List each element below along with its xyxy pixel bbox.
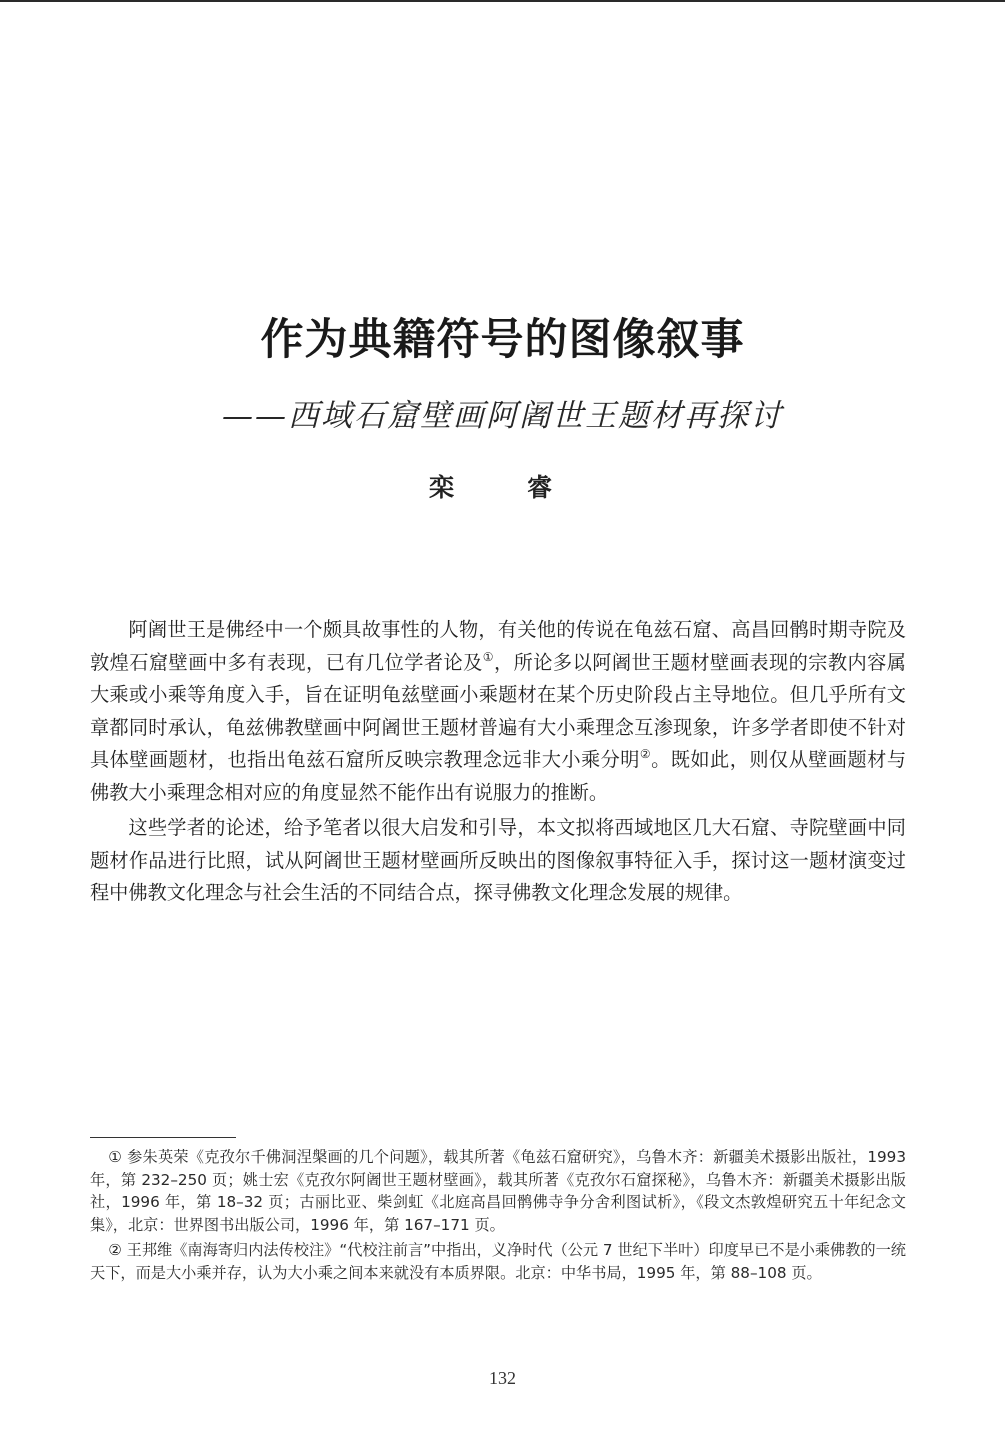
top-edge-rule [0,0,1005,2]
paragraph-1-part-c: 。既如此，则仅从壁画题材与佛教大小乘理念相对应的角度显然不能作出有说服力的推断。 [90,748,907,804]
footnote-ref-2[interactable]: ② [639,747,652,761]
body-paragraph-2: 这些学者的论述，给予笔者以很大启发和引导，本文拟将西域地区几大石窟、寺院壁画中同题材作品进行比照，试从阿阇世王题材壁画所反映出的图像叙事特征入手，探讨这一题材演变过程中佛教文化理念与社会生活的不同结合点，探寻佛教文化理念发展的规律。 [90,816,906,904]
article-title: 作为典籍符号的图像叙事 [260,315,745,365]
footnotes [90,1146,906,1284]
body-text [90,614,906,910]
footnote-separator [90,1137,236,1138]
paragraph-1-part-b: ，所论多以阿阇世王题材壁画表现的宗教内容属大乘或小乘等角度入手，旨在证明龟兹壁画小乘题材在某个历史阶段占主导地位。但几乎所有文章都同时承认，龟兹佛教壁画中阿阇世王题材普遍有大小乘理念互渗现象，许多学者即使不针对具体壁画题材，也指出龟兹石窟所反映宗教理念远非大小乘分明 [90,650,906,771]
paragraph-1-part-a: 阿阇世王是佛经中一个颇具故事性的人物，有关他的传说在龟兹石窟、高昌回鹘时期寺院及敦煌石窟壁画中多有表现，已有几位学者论及 [90,618,906,674]
page-number: 132 [489,1368,516,1388]
footnote-2: ② 王邦维《南海寄归内法传校注》“代校注前言”中指出，义净时代（公元 7 世纪下半叶）印度早已不是小乘佛教的一统天下，而是大小乘并存，认为大小乘之间本来就没有本质界限。北京：中华书局，1995 年，第 88–108 页。 [90,1241,906,1282]
author-name: 栾 睿 [428,473,576,502]
footnote-ref-1[interactable]: ① [482,649,495,664]
article-subtitle: ——西域石窟壁画阿阇世王题材再探讨 [222,398,783,434]
body-paragraph-1 [90,614,906,809]
footnote-1: ① 参朱英荣《克孜尔千佛洞涅槃画的几个问题》，载其所著《龟兹石窟研究》，乌鲁木齐：新疆美术摄影出版社，1993 年，第 232–250 页；姚士宏《克孜尔阿阇世王题材壁画》，载其所著《克孜尔石窟探秘》，乌鲁木齐：新疆美术摄影出版社，1996 年，第 18–32 页；古丽比亚、柴剑虹《北庭高昌回鹘佛寺争分舍利图试析》，《段文杰敦煌研究五十年纪念文集》，北京：世界图书出版公司，1996 年，第 167–171 页。 [90,1148,906,1234]
